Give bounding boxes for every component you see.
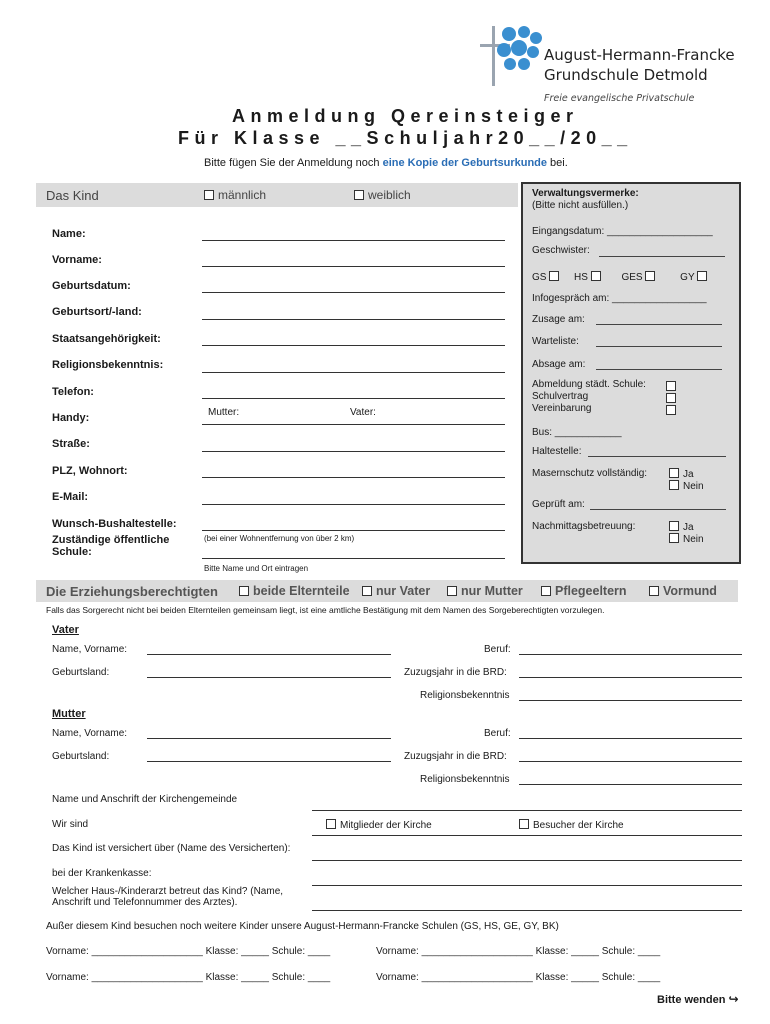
option-foster-label: Pflegeeltern: [555, 584, 627, 598]
logo-name-line2: Grundschule Detmold: [544, 66, 708, 84]
father-religion-field[interactable]: [519, 700, 742, 701]
checkbox-gs: [549, 271, 559, 281]
logo-graphic: [474, 22, 546, 90]
masern-ja-label: Ja: [683, 469, 694, 480]
admin-haltestelle: Haltestelle:: [532, 446, 582, 457]
admin-geprueft-line: [590, 509, 726, 510]
admin-haltestelle-line: [588, 456, 726, 457]
child-section-title: Das Kind: [46, 188, 99, 203]
insured-via-label: Das Kind ist versichert über (Name des Versicherten):: [52, 843, 291, 854]
admin-infogespraech: Infogespräch am: _________________: [532, 293, 707, 304]
guardian-option-both[interactable]: [239, 584, 350, 598]
checkbox-father[interactable]: [362, 586, 372, 596]
field-plz-wohnort[interactable]: [202, 477, 505, 478]
option-mother-label: nur Mutter: [461, 584, 523, 598]
admin-geprueft: Geprüft am:: [532, 499, 585, 510]
label-strasse: Straße:: [52, 438, 90, 450]
notice-text-before: Bitte fügen Sie der Anmeldung noch: [204, 157, 383, 169]
field-email[interactable]: [202, 504, 505, 505]
field-zustaendige-schule[interactable]: [202, 558, 505, 559]
admin-warteliste: Warteliste:: [532, 336, 579, 347]
health-insurance-label: bei der Krankenkasse:: [52, 868, 152, 879]
checkbox-masern-nein: [669, 480, 679, 490]
church-visitor-option[interactable]: [519, 819, 624, 831]
admin-bus: Bus: ____________: [532, 427, 622, 438]
guardians-section-title: Die Erziehungsberechtigten: [46, 584, 218, 599]
father-name-field[interactable]: [147, 654, 391, 655]
option-vormund-label: Vormund: [663, 584, 717, 598]
nachmittag-ja-label: Ja: [683, 522, 694, 533]
sibling-row-1-left[interactable]: Vorname: ____________________ Klasse: _____ Schule: ____: [46, 946, 331, 957]
mother-name-label: Name, Vorname:: [52, 728, 128, 739]
mother-zuzug-label: Zuzugsjahr in die BRD:: [404, 751, 507, 762]
field-handy[interactable]: [202, 424, 505, 425]
label-staatsangehoerigkeit: Staatsangehörigkeit:: [52, 333, 161, 345]
church-member-option[interactable]: [326, 819, 432, 831]
checkbox-nachmittag-ja: [669, 521, 679, 531]
label-telefon: Telefon:: [52, 386, 94, 398]
gender-female-option[interactable]: [354, 188, 411, 202]
mother-zuzug-field[interactable]: [519, 761, 742, 762]
masern-nein: [669, 480, 704, 492]
field-bushaltestelle[interactable]: [202, 530, 505, 531]
label-handy: Handy:: [52, 412, 90, 424]
health-insurance-field[interactable]: [312, 885, 742, 886]
turn-arrow-icon: ↪: [728, 992, 739, 1006]
field-geburtsdatum[interactable]: [202, 292, 505, 293]
notice-text-after: bei.: [547, 157, 568, 169]
form-title-line2: Für Klasse __Schuljahr20__/20__: [178, 128, 633, 148]
checkbox-masern-ja: [669, 468, 679, 478]
label-religion: Religionsbekenntnis:: [52, 359, 164, 371]
admin-school-types: [532, 271, 711, 283]
checkbox-hs: [591, 271, 601, 281]
father-name-label: Name, Vorname:: [52, 644, 128, 655]
church-membership-line: [312, 835, 742, 836]
label-geburtsdatum: Geburtsdatum:: [52, 280, 131, 292]
guardian-option-father[interactable]: [362, 584, 430, 598]
admin-hs: HS: [574, 272, 588, 283]
label-geburtsort: Geburtsort/-land:: [52, 306, 142, 318]
guardian-option-mother[interactable]: [447, 584, 523, 598]
wir-sind-label: Wir sind: [52, 819, 89, 830]
male-label: männlich: [218, 188, 267, 202]
admin-vereinbarung: Vereinbarung: [532, 403, 592, 414]
nachmittag-nein-label: Nein: [683, 534, 704, 545]
father-zuzug-field[interactable]: [519, 677, 742, 678]
admin-masernschutz: Masernschutz vollständig:: [532, 468, 648, 479]
field-religion[interactable]: [202, 372, 505, 373]
guardian-option-vormund[interactable]: [649, 584, 717, 598]
admin-ges: GES: [621, 272, 643, 283]
label-zustaendige-schule: Zuständige öffentliche Schule:: [52, 534, 170, 558]
sibling-row-1-right[interactable]: Vorname: ____________________ Klasse: _____ Schule: ____: [376, 946, 661, 957]
label-plz-wohnort: PLZ, Wohnort:: [52, 465, 128, 477]
female-label: weiblich: [368, 188, 411, 202]
field-staatsangehoerigkeit[interactable]: [202, 345, 505, 346]
father-heading: Vater: [52, 624, 79, 636]
admin-gy: GY: [680, 272, 695, 283]
admin-zusage: Zusage am:: [532, 314, 585, 325]
checkbox-nachmittag-nein: [669, 533, 679, 543]
mother-name-field[interactable]: [147, 738, 391, 739]
checkbox-foster[interactable]: [541, 586, 551, 596]
custody-hint: Falls das Sorgerecht nicht bei beiden Elternteilen gemeinsam liegt, ist eine amtliche Bestätigung mit dem Namen des Sorgeberechtigten vorzulegen.: [46, 605, 605, 615]
admin-nachmittag: Nachmittagsbetreuung:: [532, 521, 636, 532]
father-religion-label: Religionsbekenntnis: [420, 690, 510, 701]
schule-note: Bitte Name und Ort eintragen: [204, 564, 309, 573]
admin-absage: Absage am:: [532, 359, 586, 370]
sibling-row-2-right[interactable]: Vorname: ____________________ Klasse: _____ Schule: ____: [376, 972, 661, 983]
checkbox-gy: [697, 271, 707, 281]
label-name: Name:: [52, 228, 86, 240]
admin-absage-line: [596, 369, 722, 370]
label-bushaltestelle: Wunsch-Bushaltestelle:: [52, 518, 177, 530]
admin-gs: GS: [532, 272, 547, 283]
checkbox-vereinbarung: [666, 405, 676, 415]
field-strasse[interactable]: [202, 451, 505, 452]
logo-name-line1: August-Hermann-Francke: [544, 46, 735, 64]
father-beruf-label: Beruf:: [484, 644, 511, 655]
mother-heading: Mutter: [52, 708, 86, 720]
church-visitor-label: Besucher der Kirche: [533, 820, 624, 831]
church-member-label: Mitglieder der Kirche: [340, 820, 432, 831]
mother-geburtsland-label: Geburtsland:: [52, 751, 110, 762]
masern-ja: [669, 468, 694, 480]
gender-male-option[interactable]: [204, 188, 266, 202]
masern-nein-label: Nein: [683, 481, 704, 492]
please-turn-over: [657, 992, 739, 1006]
father-zuzug-label: Zuzugsjahr in die BRD:: [404, 667, 507, 678]
guardian-option-foster[interactable]: [541, 584, 627, 598]
nachmittag-nein: [669, 533, 704, 545]
option-father-label: nur Vater: [376, 584, 431, 598]
mother-religion-label: Religionsbekenntnis: [420, 774, 510, 785]
siblings-intro: Außer diesem Kind besuchen noch weitere Kinder unsere August-Hermann-Francke Schulen (GS, HS, GE, GY, BK): [46, 921, 559, 932]
checkbox-male[interactable]: [204, 190, 214, 200]
mother-beruf-field[interactable]: [519, 738, 742, 739]
bus-note: (bei einer Wohnentfernung von über 2 km): [204, 534, 355, 543]
admin-eingangsdatum: Eingangsdatum: ___________________: [532, 226, 713, 237]
child-section-header: [36, 183, 518, 207]
church-address-label: Name und Anschrift der Kirchengemeinde: [52, 794, 238, 805]
checkbox-abmeldung: [666, 381, 676, 391]
checkbox-vormund[interactable]: [649, 586, 659, 596]
checkbox-ges: [645, 271, 655, 281]
field-vorname[interactable]: [202, 266, 505, 267]
admin-abmeldung: Abmeldung städt. Schule:: [532, 379, 646, 390]
field-telefon[interactable]: [202, 398, 505, 399]
handy-vater-label: Vater:: [350, 407, 376, 418]
notice-highlight: eine Kopie der Geburtsurkunde: [382, 157, 547, 169]
father-beruf-field[interactable]: [519, 654, 742, 655]
handy-mutter-label: Mutter:: [208, 407, 240, 418]
field-geburtsort[interactable]: [202, 319, 505, 320]
school-logo: [470, 18, 750, 110]
checkbox-schulvertrag: [666, 393, 676, 403]
insured-via-field[interactable]: [312, 860, 742, 861]
father-geburtsland-field[interactable]: [147, 677, 391, 678]
label-vorname: Vorname:: [52, 254, 102, 266]
admin-subtitle: (Bitte nicht ausfüllen.): [532, 200, 629, 211]
checkbox-mother[interactable]: [447, 586, 457, 596]
father-geburtsland-label: Geburtsland:: [52, 667, 110, 678]
logo-tagline: Freie evangelische Privatschule: [544, 93, 695, 104]
church-address-field[interactable]: [312, 810, 742, 811]
sibling-row-2-left[interactable]: Vorname: ____________________ Klasse: _____ Schule: ____: [46, 972, 331, 983]
doctor-field[interactable]: [312, 910, 742, 911]
field-name[interactable]: [202, 240, 505, 241]
admin-title: Verwaltungsvermerke:: [532, 188, 639, 199]
mother-religion-field[interactable]: [519, 784, 742, 785]
admin-geschwister: Geschwister:: [532, 245, 590, 256]
admin-schulvertrag: Schulvertrag: [532, 391, 589, 402]
admin-zusage-line: [596, 324, 722, 325]
admin-warteliste-line: [596, 346, 722, 347]
checkbox-female[interactable]: [354, 190, 364, 200]
checkbox-church-member[interactable]: [326, 819, 336, 829]
form-title-line1: Anmeldung Qereinsteiger: [232, 106, 579, 126]
checkbox-both[interactable]: [239, 586, 249, 596]
checkbox-church-visitor[interactable]: [519, 819, 529, 829]
mother-beruf-label: Beruf:: [484, 728, 511, 739]
label-email: E-Mail:: [52, 491, 89, 503]
nachmittag-ja: [669, 521, 694, 533]
birth-certificate-notice: [204, 157, 568, 169]
mother-geburtsland-field[interactable]: [147, 761, 391, 762]
doctor-label: Welcher Haus-/Kinderarzt betreut das Kind? (Name, Anschrift und Telefonnummer des Arztes).: [52, 886, 284, 908]
option-both-label: beide Elternteile: [253, 584, 350, 598]
admin-geschwister-line: [599, 256, 725, 257]
please-turn-over-label: Bitte wenden: [657, 994, 726, 1006]
